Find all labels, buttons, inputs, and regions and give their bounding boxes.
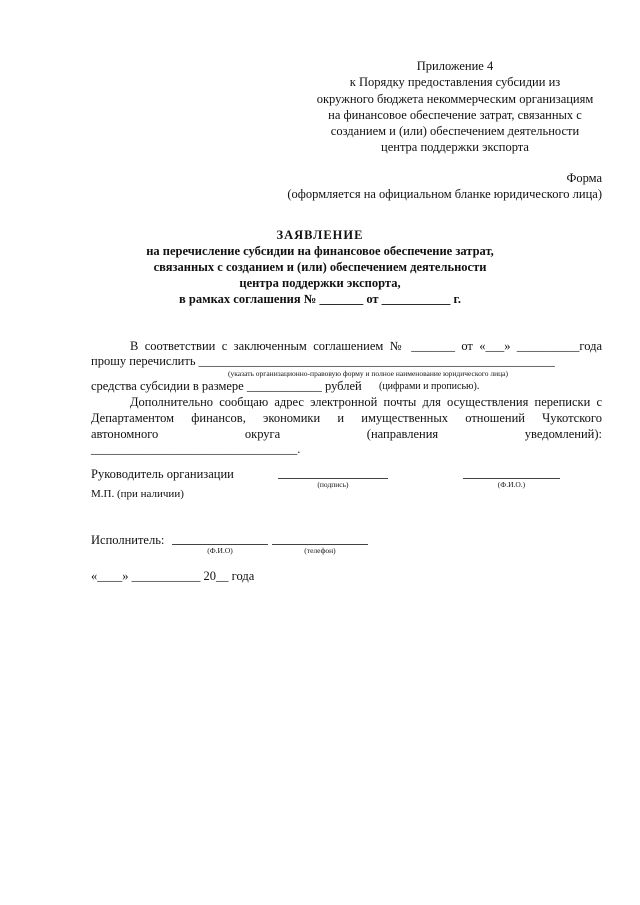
body-p2-line-1: Дополнительно сообщаю адрес электронной почты для осуществления переписки с: [130, 395, 602, 409]
body-p2-line-4: _________________________________.: [91, 442, 301, 456]
title-line-1: на перечисление субсидии на финансовое обеспечение затрат,: [146, 244, 494, 258]
signature-line: [278, 478, 388, 479]
title-line-4: в рамках соглашения № _______ от ___________ г.: [179, 292, 461, 306]
body-p1-line-3-hint: (цифрами и прописью).: [379, 381, 480, 392]
annex-line-4: на финансовое обеспечение затрат, связанных с: [328, 108, 582, 122]
body-p2-line-3: автономного округа (направления уведомлений):: [91, 427, 602, 441]
title-line-2: связанных с созданием и (или) обеспечением деятельности: [153, 260, 487, 274]
body-p1-line-1: В соответствии с заключенным соглашением № _______ от «___» __________года: [130, 339, 602, 353]
body-p1-hint: (указать организационно-правовую форму и полное наименование юридического лица): [228, 369, 509, 378]
body-p1-line-2: прошу перечислить _________________________________________________________: [91, 354, 555, 368]
date-line: «____» ___________ 20__ года: [91, 569, 255, 583]
signature-hint: (подпись): [317, 480, 349, 489]
annex-line-6: центра поддержки экспорта: [381, 140, 529, 154]
stamp-label: М.П. (при наличии): [91, 488, 184, 500]
title-line-3: центра поддержки экспорта,: [239, 276, 401, 290]
head-fio-hint: (Ф.И.О.): [497, 480, 526, 489]
executor-label: Исполнитель:: [91, 533, 165, 547]
executor-fio-line: [172, 544, 268, 545]
annex-line-5: созданием и (или) обеспечением деятельности: [330, 124, 580, 138]
executor-phone-line: [272, 544, 368, 545]
annex-line-1: Приложение 4: [416, 59, 494, 73]
executor-phone-hint: (телефон): [304, 546, 336, 555]
form-note: (оформляется на официальном бланке юридического лица): [287, 187, 602, 201]
body-p2-line-2: Департаментом финансов, экономики и имущественных отношений Чукотского: [91, 411, 602, 425]
head-label: Руководитель организации: [91, 467, 234, 481]
body-p1-line-3: средства субсидии в размере ____________ рублей: [91, 379, 362, 393]
document-title: ЗАЯВЛЕНИЕ: [276, 228, 364, 242]
annex-line-2: к Порядку предоставления субсидии из: [349, 75, 561, 89]
form-label: Форма: [566, 171, 602, 185]
head-fio-line: [463, 478, 560, 479]
annex-line-3: окружного бюджета некоммерческим организациям: [316, 92, 594, 106]
executor-fio-hint: (Ф.И.О): [207, 546, 233, 555]
